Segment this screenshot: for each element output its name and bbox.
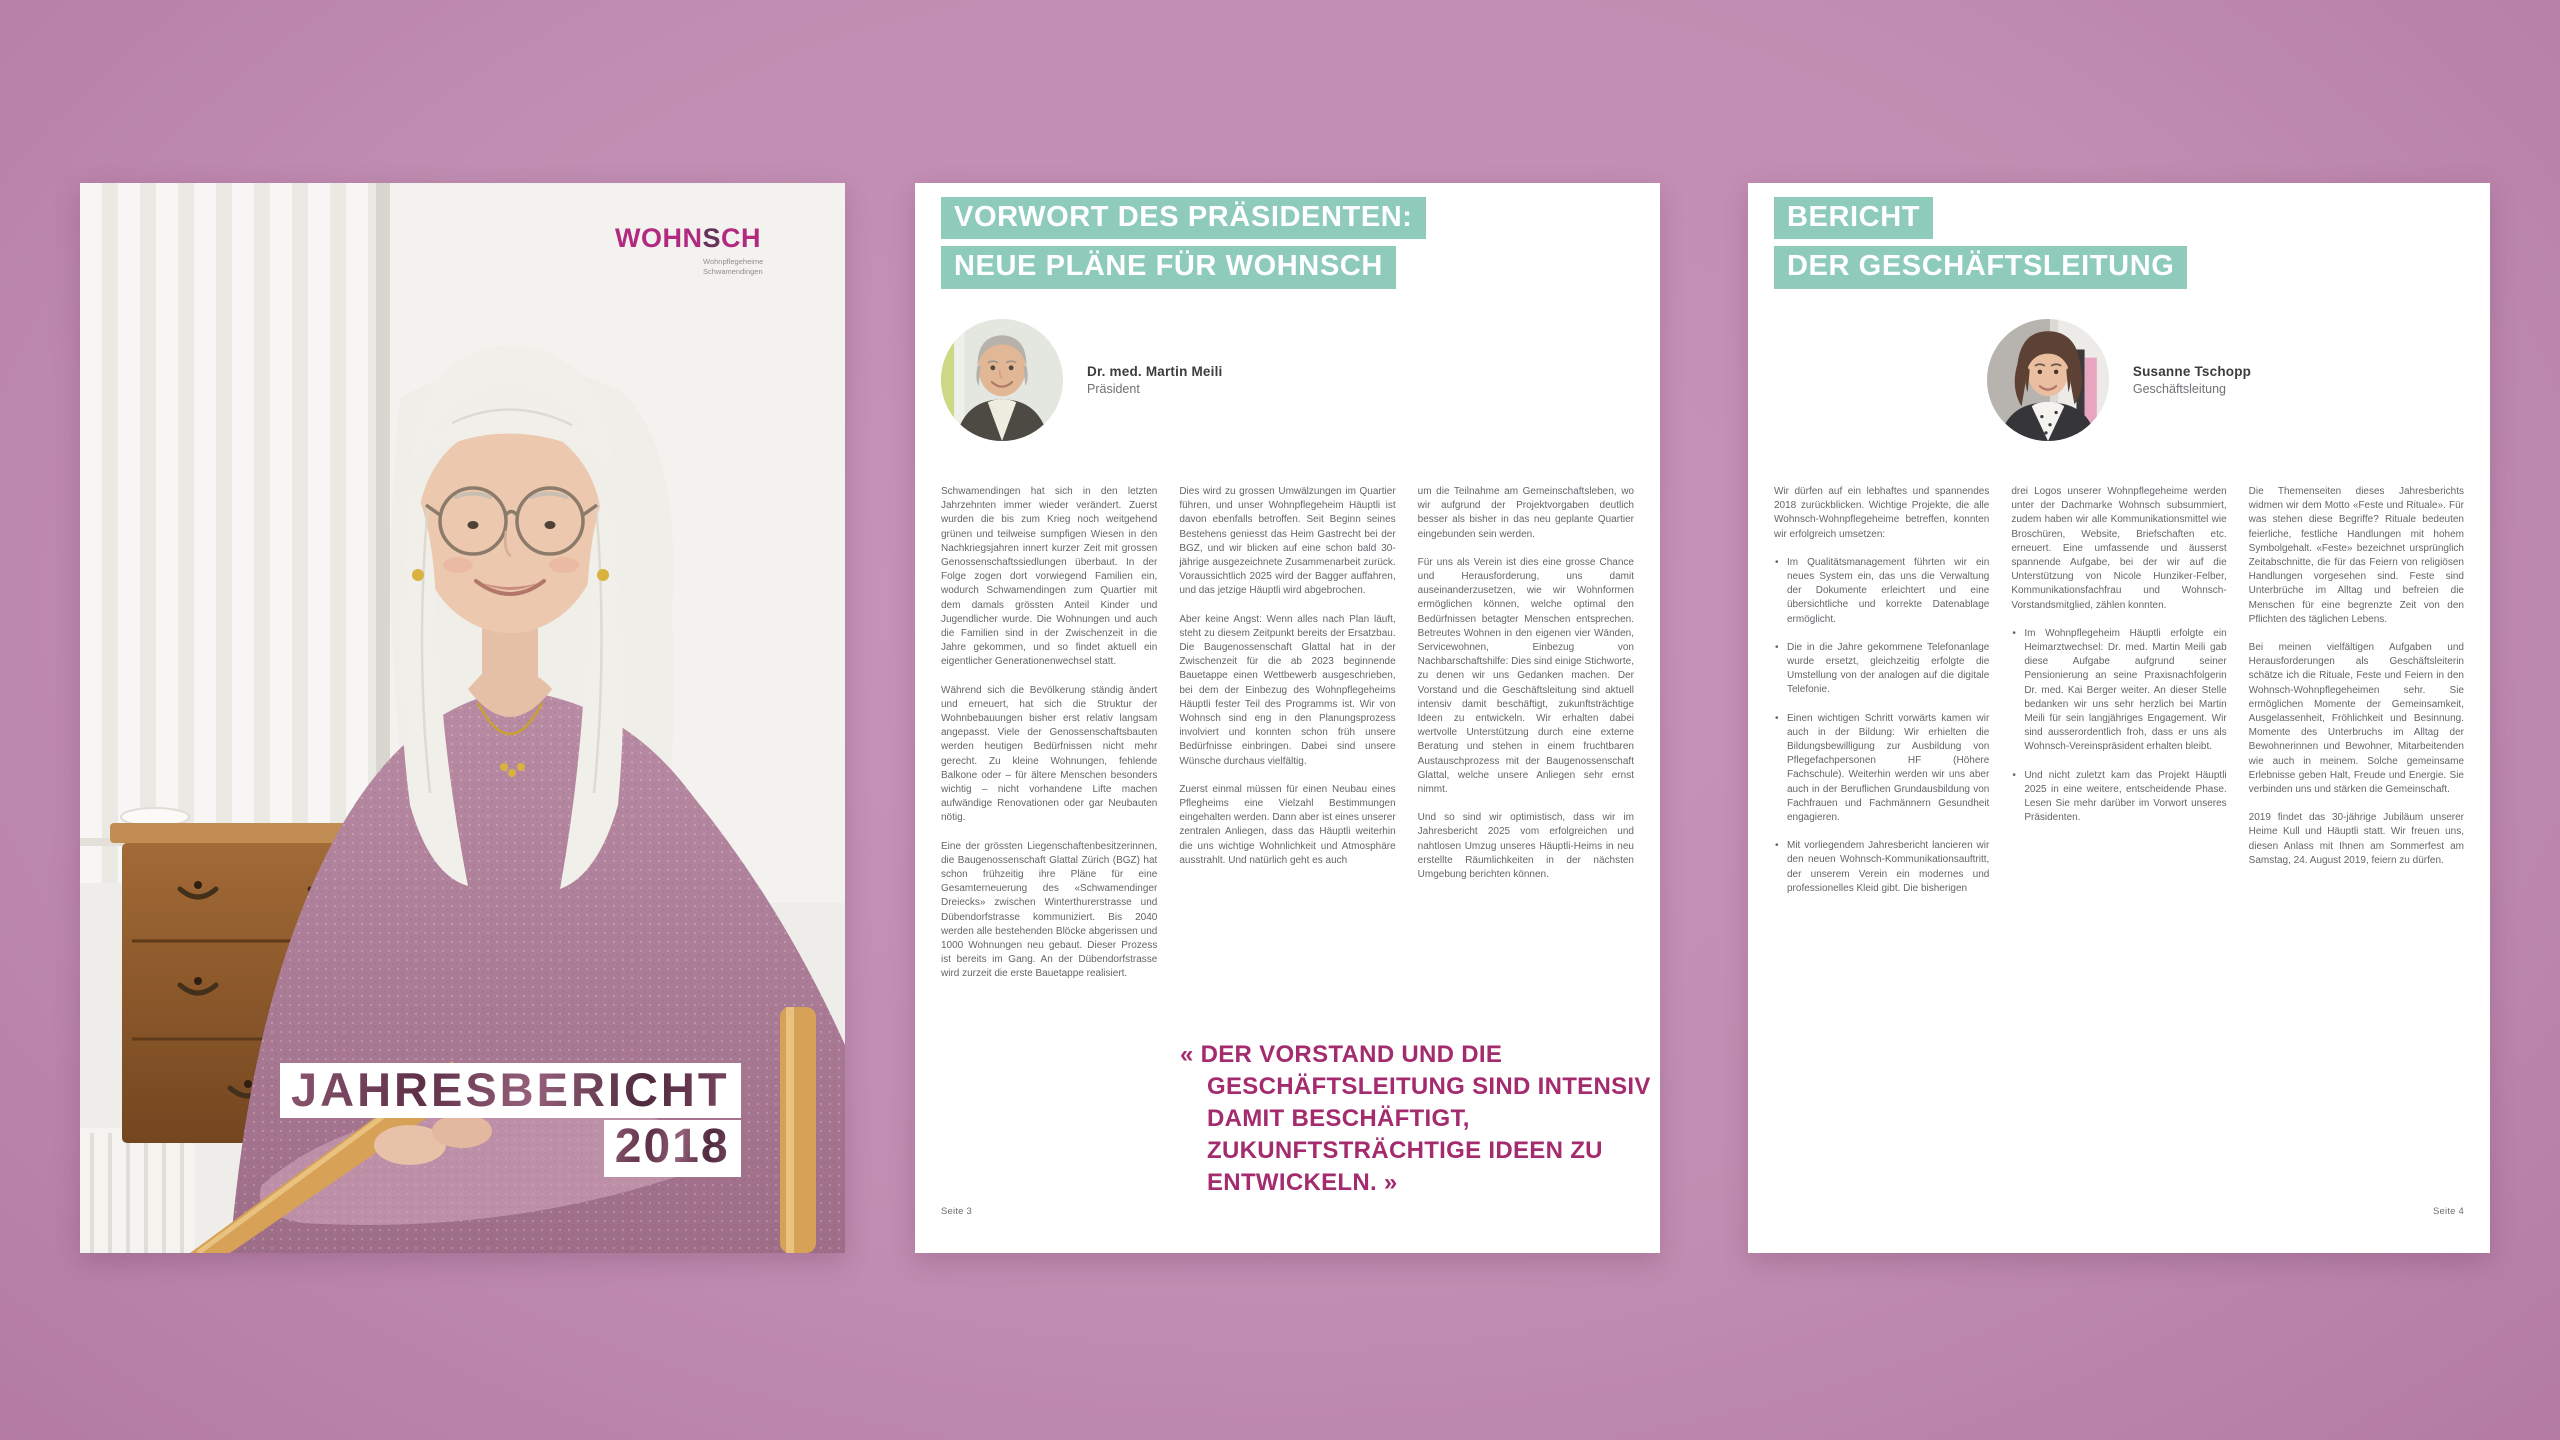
bullet-list	[2011, 627, 2226, 826]
paragraph: Schwamendingen hat sich in den letzten Jahrzehnten immer wieder verändert. Zuerst wurden die bis zum Krieg noch weitgehend grünen und teilweise sumpfigen Wiesen in den Nachkriegsjahren innert kurzer Zeit mit grossen Genossenschaftssiedlungen überbaut. In der Folge zogen dort vorwiegend Familien ein, wodurch Schwamendingen zum Quartier mit dem damals grössten Anteil Kinder und Jugendlicher wurde. Die Wohnungen und auch die Familien sind in der Zwischenzeit in die Jahre gekommen, und so findet aktuell ein eigentlicher Generationenwechsel statt.	[941, 485, 1158, 668]
vorwort-author	[941, 319, 1634, 441]
cover-title-band-year	[604, 1120, 741, 1176]
paragraph: Bei meinen vielfältigen Aufgaben und Herausforderungen als Geschäftsleiterin schätze ich die Rituale, Feste und Feiern in den Wohnsch-Wohnpflegeheimen sehr. Sie ermöglichen Momente der Gemeinsamkeit, Ausgelassenheit, Fröhlichkeit und Besinnung. Momente des Unterbruchs im Alltag der Bewohnerinnen und Bewohner, Mitarbeitenden wie auch in meinem. Solche gemeinsame Erlebnisse geben Halt, Freude und Energie. Sie verbinden uns und stärken die Gemeinschaft.	[2248, 641, 2464, 795]
author-role: Geschäftsleitung	[2132, 381, 2226, 396]
bullet-item: • Und nicht zuletzt kam das Projekt Häuptli 2025 in eine weitere, entscheidende Phase. Lesen Sie mehr darüber im Vorwort unseres Präsidenten.	[2011, 769, 2226, 826]
vorwort-columns	[941, 485, 1634, 996]
bericht-columns	[1774, 485, 2464, 910]
paragraph: Die Themenseiten dieses Jahresberichts widmen wir dem Motto «Feste und Rituale». Für was stehen diese Begriffe? Rituale bedeuten feierliche, festliche Handlungen mit hohem Symbolgehalt. «Feste» bezeichnet ursprünglich Zeitabschnitte, die für das Feiern von religiösen Handlungen vorgesehen sind. Feste sind Unterbrüche im Alltag und befreien die Menschen für eine begrenzte Zeit von den Pflichten des täglichen Lebens.	[2248, 485, 2464, 625]
bullet-item: • Die in die Jahre gekommene Telefonanlage wurde ersetzt, gleichzeitig erfolgte die Umstellung von der analogen auf die digitale Telefonie.	[1774, 641, 1989, 698]
president-portrait	[941, 319, 1063, 441]
page-number: Seite 4	[2433, 1206, 2464, 1217]
vorwort-column-2	[1179, 485, 1395, 996]
vorwort-author-text	[1087, 364, 1222, 396]
cover-title-band-year-label	[280, 1063, 741, 1118]
bullet-item: • Mit vorliegendem Jahresbericht lancieren wir den neuen Wohnsch-Kommunikationsauftritt, der unserem Verein ein modernes und professionelles Kleid gibt. Die bisherigen	[1774, 839, 1989, 896]
paragraph: drei Logos unserer Wohnpflegeheime werden unter der Dachmarke Wohnsch subsummiert, zudem haben wir alle Kommunikationsmittel wie Broschüren, Website, Briefschaften etc. erneuert. Eine umfassende und äusserst spannende Aufgabe, bei der wir auf die Unterstützung von Nicole Hunziker-Felber, Kommunikationsfachfrau und Wohnsch-Vorstandsmitglied, zählen konnten.	[2011, 485, 2227, 611]
pull-quote: « DER VORSTAND UND DIE GESCHÄFTSLEITUNG SIND INTENSIV DAMIT BESCHÄFTIGT, ZUKUNFTSTRÄCHTIGE IDEEN ZU ENTWICKELN. »	[1180, 1041, 1651, 1196]
bullet-item: • Einen wichtigen Schritt vorwärts kamen wir auch in der Bildung: Wir erhielten die Bildungsbewilligung zur Ausbildung von Pflegefachpersonen HF (Höhere Fachschule). Weiterhin werden wir uns aber auch in der Beruflichen Grundausbildung von Fachfrauen und Fachmännern Gesundheit engagieren.	[1774, 712, 1989, 826]
paragraph: Aber keine Angst: Wenn alles nach Plan läuft, steht zu diesem Zeitpunkt bereits der Ersatzbau. Die Baugenossenschaft Glattal hat in der Zwischenzeit für die ab 2023 beginnende Bauetappe einen Wettbewerb ausgeschrieben, bei dem der Einbezug des Wohnpflegeheims Häuptli fester Teil des Programms ist. Wir von Wohnsch sind eng in den Planungsprozess involviert und konnten schon früh unsere Bedürfnisse einbringen. Dabei sind unsere Wünsche durchaus vielfältig.	[1179, 613, 1396, 767]
bericht-column-3	[2249, 485, 2464, 910]
bericht-author	[1774, 319, 2464, 441]
bericht-header	[1774, 197, 2464, 289]
paragraph: Eine der grössten Liegenschaftenbesitzerinnen, die Baugenossenschaft Glattal Zürich (BGZ) hat schon frühzeitig ihre Pläne für eine Gesamterneuerung des «Schwamendinger Dreiecks» zwischen Winterthurerstrasse und Dübendorfstrasse kommuniziert. Bis 2040 werden alle bestehenden Blöcke abgerissen und 1000 Wohnungen neu gebaut. Dieser Prozess ist bereits im Gang. An der Dübendorfstrasse wird zurzeit die erste Bauetappe realisiert.	[941, 840, 1158, 980]
cover-title-line1: JAHRESBERICHT	[291, 1063, 730, 1116]
brand-logo	[615, 225, 763, 276]
bericht-column-2	[2011, 485, 2226, 910]
cover-title	[280, 1063, 741, 1177]
bericht-author-text	[2133, 364, 2251, 396]
bericht-header-line2: DER GESCHÄFTSLEITUNG	[1774, 246, 2187, 288]
bullet-list	[1774, 556, 1989, 896]
paragraph: 2019 findet das 30-jährige Jubiläum unserer Heime Kull und Häuptli statt. Wir freuen uns, diesen Anlass mit Ihnen am Sommerfest am Samstag, 24. August 2019, feiern zu dürfen.	[2248, 812, 2464, 866]
vorwort-page	[915, 183, 1660, 1253]
director-portrait	[1987, 319, 2109, 441]
author-role: Präsident	[1087, 381, 1140, 396]
vorwort-header	[941, 197, 1634, 289]
author-name: Dr. med. Martin Meili	[1087, 363, 1223, 379]
bericht-header-line1: BERICHT	[1774, 197, 1933, 239]
bullet-item: • Im Qualitätsmanagement führten wir ein neues System ein, das uns die Verwaltung der Dokumente erleichtert und eine übersichtliche und korrekte Datenablage ermöglicht.	[1774, 556, 1989, 627]
paragraph: Wir dürfen auf ein lebhaftes und spannendes 2018 zurückblicken. Wichtige Projekte, die alle Wohnsch-Wohnpflegeheime betreffen, konnten wir erfolgreich umsetzen:	[1774, 485, 1990, 540]
vorwort-column-3	[1418, 485, 1634, 996]
brand-subtitle: Wohnpflegeheime Schwamendingen	[703, 257, 764, 276]
cover-title-line2: 2018	[614, 1120, 730, 1174]
paragraph: um die Teilnahme am Gemeinschaftsleben, wo wir aufgrund der Projektvorgaben deutlich besser als bisher in das neu geplante Quartier eingebunden sein werden.	[1417, 485, 1634, 540]
paragraph: Zuerst einmal müssen für einen Neubau eines Pflegheims eine Vielzahl Bestimmungen eingehalten werden. Dann aber ist eines unserer zentralen Anliegen, dass das Häuptli weiterhin die uns wichtige Wohnlichkeit und Atmosphäre ausstrahlt. Und natürlich geht es auch	[1179, 783, 1396, 866]
vorwort-header-line1: VORWORT DES PRÄSIDENTEN:	[941, 197, 1426, 239]
brand-wordmark: WOHNSCH	[615, 223, 761, 253]
bullet-item: • Im Wohnpflegeheim Häuptli erfolgte ein Heimarztwechsel: Dr. med. Martin Meili gab diese Aufgabe aufgrund seiner Pensionierung an seine Praxisnachfolgerin Dr. med. Kai Berger weiter. An dieser Stelle bedanken wir uns sehr herzlich bei Martin Meili für sein langjähriges Engagement. Wir sind ausserordentlich froh, dass er uns als Wohnsch-Vereinspräsident erhalten bleibt.	[2011, 627, 2226, 755]
paragraph: Für uns als Verein ist dies eine grosse Chance und Herausforderung, uns damit auseinanderzusetzen, wie wir Wohnformen ermöglichen können, welche optimal den Bedürfnissen betagter Menschen entsprechen. Betreutes Wohnen in den eigenen vier Wänden, Servicewohnen, Einbezug von Nachbarschaftshilfe: Dies sind einige Stichworte, zu denen wir uns Gedanken machen. Der Vorstand und die Geschäftsleitung sind aktuell intensiv damit beschäftigt, zukunftsträchtige Ideen zu entwickeln. Wir erhalten dabei wertvolle Unterstützung durch eine externe Beratung und stehen in einem fruchtbaren Austauschprozess mit der Baugenossenschaft Glattal, welche unsere Anliegen sehr ernst nimmt.	[1417, 556, 1634, 795]
vorwort-column-1	[941, 485, 1157, 996]
paragraph: Und so sind wir optimistisch, dass wir im Jahresbericht 2025 vom erfolgreichen und nahtlosen Umzug unseres Häuptli-Heims in neu erstellte Räumlichkeiten in der nächsten Umgebung berichten können.	[1417, 812, 1634, 881]
paragraph: Dies wird zu grossen Umwälzungen im Quartier führen, und unser Wohnpflegeheim Häuptli ist davon ebenfalls betroffen. Seit Beginn seines Bestehens geniesst das Heim Gastrecht bei der BGZ, und wir blicken auf eine schon bald 30-jährige ausgezeichnete Zusammenarbeit zurück. Voraussichtlich 2025 wird der Bagger auffahren, und das jetzige Häuptli wird abgebrochen.	[1179, 485, 1396, 597]
page-number: Seite 3	[941, 1206, 972, 1217]
vorwort-header-line2: NEUE PLÄNE FÜR WOHNSCH	[941, 246, 1396, 288]
bericht-page	[1748, 183, 2490, 1253]
cover-page	[80, 183, 845, 1253]
author-name: Susanne Tschopp	[2132, 363, 2252, 379]
paragraph: Während sich die Bevölkerung ständig ändert und erneuert, hat sich die Struktur der Wohnbebauungen bisher erst relativ langsam angepasst. Viele der Genossenschaftsbauten werden heutigen Bedürfnissen nicht mehr gerecht. Zu kleine Wohnungen, fehlende Balkone oder – für ältere Menschen besonders wichtig – nicht vorhandene Lifte machen aufwändige Renovationen oder gar Neubauten nötig.	[941, 684, 1158, 824]
bericht-column-1	[1774, 485, 1989, 910]
